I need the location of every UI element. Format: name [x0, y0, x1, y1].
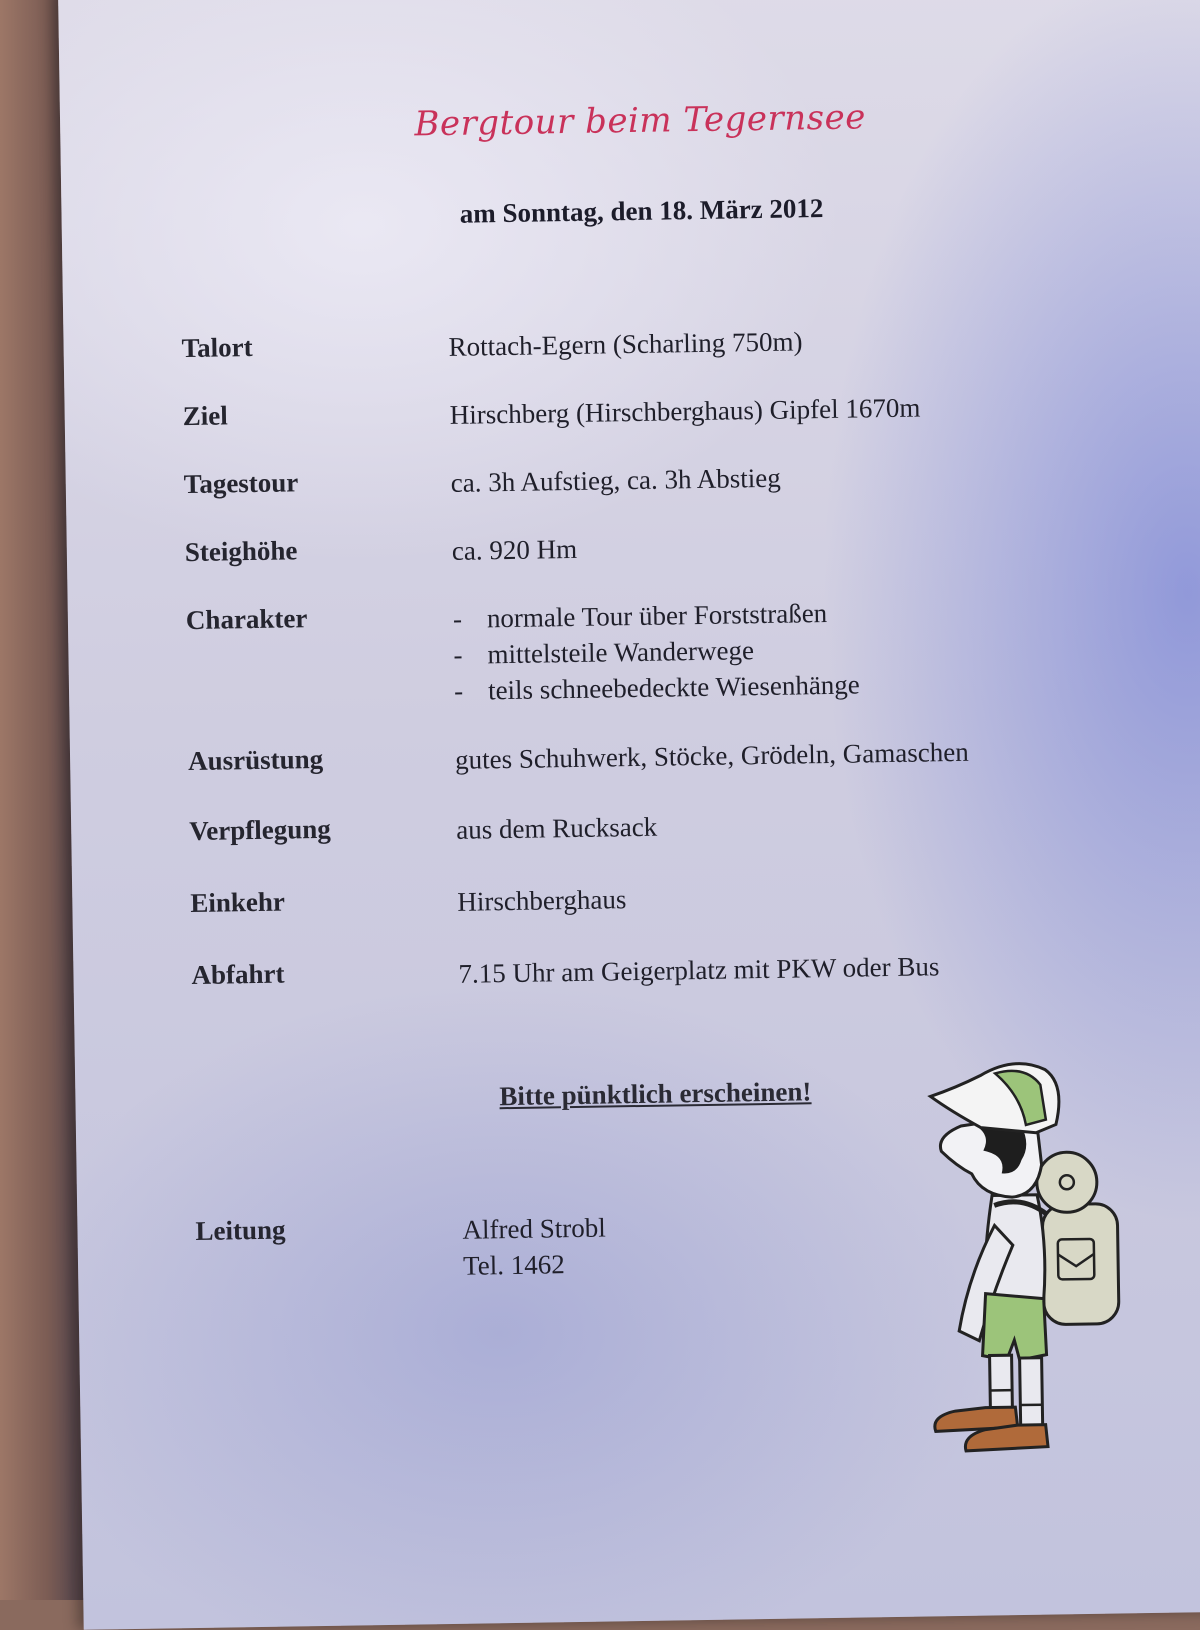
event-date: am Sonntag, den 18. März 2012 [61, 187, 1200, 236]
detail-value: ca. 3h Aufstieg, ca. 3h Abstieg [451, 460, 781, 501]
detail-row-ausruestung [70, 730, 1200, 748]
list-item: - normale Tour über Forststraßen [453, 595, 859, 637]
detail-row-ziel [64, 385, 1200, 403]
detail-label: Charakter [186, 603, 308, 636]
document-title: Bergtour beim Tegernsee [60, 92, 1200, 150]
detail-row-charakter [68, 589, 1200, 607]
detail-value: 7.15 Uhr am Geigerplatz mit PKW oder Bus [458, 948, 939, 992]
detail-row-einkehr [72, 872, 1200, 890]
detail-label: Steighöhe [185, 535, 298, 568]
detail-row-talort [63, 317, 1200, 335]
hiker-illustration-icon [920, 1053, 1157, 1497]
detail-row-verpflegung [71, 800, 1200, 818]
leader-name: Alfred Strobl [462, 1210, 606, 1248]
leader-contact [462, 1210, 606, 1284]
paper-sheet [58, 0, 1200, 1630]
detail-value: Hirschberg (Hirschberghaus) Gipfel 1670m [449, 390, 920, 433]
detail-label: Abfahrt [191, 959, 284, 991]
detail-value: aus dem Rucksack [456, 809, 657, 848]
detail-value: gutes Schuhwerk, Stöcke, Grödeln, Gamaschen [455, 734, 969, 778]
detail-value: Rottach-Egern (Scharling 750m) [448, 323, 802, 365]
detail-row-abfahrt [73, 944, 1200, 962]
detail-label: Talort [181, 332, 252, 364]
punctuality-notice: Bitte pünktlich erscheinen! [75, 1070, 1200, 1119]
list-item: - mittelsteile Wanderwege [453, 630, 859, 672]
detail-label: Einkehr [190, 887, 285, 919]
list-item: - teils schneebedeckte Wiesenhänge [454, 666, 860, 708]
detail-label: Verpflegung [189, 814, 331, 847]
detail-row-steighoehe [67, 521, 1200, 539]
detail-value: Hirschberghaus [457, 881, 627, 920]
detail-label: Leitung [195, 1215, 286, 1247]
detail-label: Ausrüstung [188, 744, 324, 777]
detail-value: ca. 920 Hm [452, 531, 578, 569]
leader-phone: Tel. 1462 [463, 1246, 607, 1284]
character-list [453, 595, 860, 709]
detail-label: Ziel [182, 400, 227, 432]
detail-label: Tagestour [184, 467, 299, 500]
detail-row-tagestour [66, 453, 1200, 471]
